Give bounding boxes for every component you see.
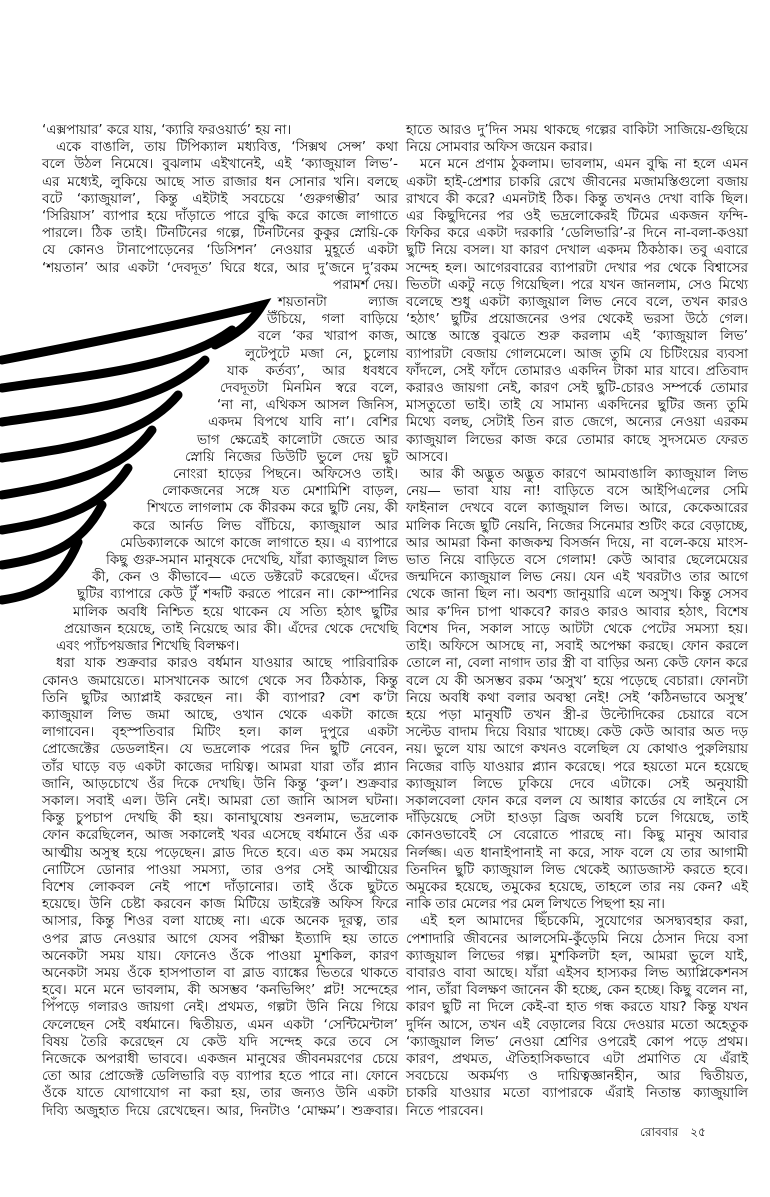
- text-line: তিনি ছুটির অ্যাপ্লাই করছেন না। কী ব্যাপার? বেশ ক’টা: [42, 690, 398, 706]
- text-line: ওপর ব্লাড নেওয়ার আগে যেসব পরীক্ষা ইত্যাদি হয় তাতে: [42, 931, 398, 947]
- text-line: হয়েছে। উনি চেষ্টা করবেন কাজ মিটিয়ে ডাইরেক্ট অফিস ফিরে: [42, 897, 398, 913]
- text-line: ‘সিরিয়াস’ ব্যাপার হয়ে দাঁড়াতে পারে বুদ্ধি করে কাজে লাগাতে: [42, 209, 398, 225]
- text-line: বিশেষ লোকবল নেই পাশে দাঁড়ানোর। তাই ওঁকে ছুটতে: [42, 879, 398, 895]
- text-line: সকালবেলা ফোন করে বলল যে আধার কার্ডের যে লাইনে সে: [406, 793, 748, 809]
- text-line: কারণ, প্রথমত, ঐতিহাসিকভাবে এটা প্রমাণিত যে এঁরাই: [406, 1051, 748, 1067]
- text-line: ‘শয়তান’ আর একটা ‘দেবদূত’ ঘিরে ধরে, আর দু’জনে দু’রকম: [42, 260, 398, 276]
- text-line: ক্যাজুয়াল লিভের কাজ করে তোমার কাছে সুদসমেত ফেরত: [406, 432, 748, 448]
- text-line: এই হল আমাদের ছিঁচকেমি, সুযোগের অসদ্ব্যবহার করা,: [420, 914, 748, 930]
- text-line: ছুটির ব্যাপারে কেউ টুঁ শব্দটি করতে পারেন না। কোম্পানির: [77, 587, 398, 603]
- text-line: লুটেপুটে মজা নে, চুলোয়: [245, 346, 398, 362]
- text-line: লোকজনের সঙ্গে যত মেশামিশি বাড়ল,: [162, 484, 398, 500]
- text-line: জানি, আড়চোখে ওঁর দিকে দেখছি। উনি কিন্তু ‘কুল’। শুক্রবার: [42, 776, 398, 792]
- text-line: অনেকটা সময় ওঁকে হাসপাতাল বা ব্লাড ব্যাঙ্কের ভিতরে থাকতে: [42, 965, 398, 981]
- text-line: দুর্দিন আসে, তখন এই বেড়ালের বিয়ে দেওয়ার মতো অহেতুক: [406, 1017, 748, 1033]
- text-line: নোটিসে ডোনার পাওয়া সমস্যা, তার ওপর সেই আত্মীয়ের: [42, 862, 398, 878]
- text-line: মনে মনে প্রণাম ঠুকলাম। ভাবলাম, এমন বুদ্ধি না হলে এমন: [420, 157, 748, 173]
- text-line: যে কোনও টানাপোড়েনের ‘ডিসিশন’ নেওয়ার মুহূর্তে একটা: [42, 243, 398, 259]
- text-line: মালিক অবধি নিশ্চিত হয়ে থাকেন যে সত্যি হঠাৎ ছুটির: [73, 604, 398, 620]
- text-line: সল্টেড বাদাম দিয়ে বিয়ার খাচ্ছে। কেউ কেউ আবার অত দড়: [406, 725, 748, 741]
- left-column: [42, 122, 398, 1120]
- text-line: ‘না না, এথিকস আসল জিনিস,: [217, 398, 398, 414]
- text-line: দেবদূতটা মিনমিন স্বরে বলে,: [220, 381, 398, 397]
- text-line: নোংরা হাড়ের পিছনে। অফিসেও তাই।: [173, 467, 398, 483]
- text-line: নয়। ভুলে যায় আগে কখনও বলেছিল যে কোথাও পুরুলিয়ায়: [406, 742, 748, 758]
- text-line: ওঁকে যাতে যোগাযোগ না করা হয়, তার জন্যও উনি একটা: [42, 1086, 398, 1102]
- text-line: পারলে। ঠিক তাই। টিনটিনের গল্পে, টিনটিনের কুকুর স্নোয়ি-কে: [42, 226, 398, 242]
- text-line: দাঁড়িয়েছে সেটা হাওড়া ব্রিজ অবধি চলে গিয়েছে, তাই: [406, 811, 748, 827]
- text-line: বলে ‘কর খারাপ কাজ,: [258, 329, 398, 345]
- text-line: হয়ে পড়া মানুষটি তখন স্ত্রী-র উল্টোদিকের চেয়ারে বসে: [406, 707, 748, 723]
- text-line: নিতে পারবেন।: [406, 1103, 484, 1119]
- text-line: কিন্তু চুপচাপ দেখছি কী হয়। কানাঘুষোয় শুনলাম, ভদ্রলোক: [42, 811, 398, 827]
- text-line: উঁচিয়ে, গলা বাড়িয়ে: [267, 312, 398, 328]
- text-line: জন্মদিনে ক্যাজুয়াল লিভ নেয়। যেন এই খবরটাও তার আগে: [406, 570, 748, 586]
- text-line: ক্যাজুয়াল লিভ জমা আছে, ওখান থেকে একটা কাজে: [42, 707, 398, 723]
- right-column: [406, 122, 748, 1120]
- text-line: শিখতে লাগলাম কে কীরকম করে ছুটি নেয়, কী: [147, 501, 398, 517]
- text-line: নির্লজ্জ। এত ধানাইপানাই না করে, সাফ বলে যে তার আগামী: [406, 845, 748, 861]
- text-line: তাঁর ঘাড়ে বড় একটা কাজের দায়িত্ব। আমরা যারা তাঁর প্ল্যান: [42, 759, 398, 775]
- text-line: পরামর্শ দেয়।: [332, 277, 398, 293]
- text-line: বলেছে শুধু একটা ক্যাজুয়াল লিভ নেবে বলে, তখন কারও: [406, 295, 748, 311]
- text-line: ধরা যাক শুক্রবার কারও বর্ধমান যাওয়ার আছে পারিবারিক: [56, 656, 398, 672]
- text-line: সবচেয়ে অকর্মণ্য ও দায়িত্বজ্ঞানহীন, আর দ্বিতীয়ত,: [406, 1069, 748, 1085]
- text-line: ‘ক্যাজুয়াল লিভ’ নেওয়া শ্রেণির ওপরেই কোপ পড়ে প্রথম।: [406, 1034, 748, 1050]
- text-line: তো আর প্রোজেক্ট ডেলিভারি বড় ব্যাপার হতে পারে না। ফোনে: [42, 1069, 398, 1085]
- text-line: নিজের বাড়ি যাওয়ার প্ল্যান করেছে। পরে হয়তো মনে হয়েছে: [406, 759, 748, 775]
- text-line: অমুকের হয়েছে, তমুকের হয়েছে, তাহলে তার নয় কেন? এই: [406, 879, 748, 895]
- text-line: আর কী অদ্ভুত অদ্ভুত কারণে আমবাঙালি ক্যাজুয়াল লিভ: [420, 467, 748, 483]
- text-line: করে আর্নড লিভ বাঁচিয়ে, ক্যাজুয়াল আর: [133, 518, 398, 534]
- text-line: একদম বিপথে যাবি না’। বেশির: [208, 415, 398, 431]
- text-line: নেয়— ভাবা যায় না! বাড়িতে বসে আইপিএলের সেমি: [406, 484, 748, 500]
- text-line: কোনও জমায়েতে। মাসখানেক আগে থেকে সব ঠিকঠাক, কিন্তু: [42, 673, 398, 689]
- text-line: আর ক’দিন চাপা থাকবে? কারও কারও আবার হঠাৎ, বিশেষ: [406, 604, 748, 620]
- text-line: বিশেষ দিন, সকাল সাড়ে আটটা থেকে পেটের সমস্যা হয়।: [406, 621, 748, 637]
- text-line: স্নোয়ি নিজের ডিউটি ভুলে দেয় ছুট: [185, 449, 398, 465]
- text-line: ক্যাজুয়াল লিভের গল্প। মুশকিলটা হল, আমরা ভুলে যাই,: [406, 948, 748, 964]
- text-line: কোনওভাবেই সে বেরোতে পারছে না। কিছু মানুষ আবার: [406, 828, 748, 844]
- text-line: নাকি তার মেলের পর মেল লিখতে পিছপা হয় না।: [406, 897, 665, 913]
- text-line: হবে। মনে মনে ভাবলাম, কী অসম্ভব ‘কনভিন্সিং’ প্লট! সন্দেহের: [42, 983, 398, 999]
- text-line: পেশাদারি জীবনের আলসেমি-কুঁড়েমি নিয়ে ঠেসান দিয়ে বসা: [406, 931, 748, 947]
- text-line: ‘হঠাৎ’ ছুটির প্রয়োজনের ওপর থেকেই ভরসা উঠে গেল।: [406, 312, 748, 328]
- text-line: মিথ্যে বলছ, সেটাই তিন রাত জেগে, অন্যের নেওয়া এরকম: [406, 415, 748, 431]
- text-line: একটা হাই-প্রেশার চাকরি রেখে জীবনের মজামস্তিগুলো বজায়: [406, 174, 748, 190]
- text-line: বিষয় তৈরি করেছেন যে কেউ যদি সন্দেহ করে তবে সে: [42, 1034, 398, 1050]
- text-line: ছুটি নিয়ে বসল। যা কারণ দেখাল একদম ঠিকঠাক। তবু এবারে: [406, 243, 748, 259]
- text-line: সকাল। সবাই এল। উনি নেই। আমরা তো জানি আসল ঘটনা।: [42, 793, 398, 809]
- page-footer: [640, 1124, 706, 1144]
- text-line: নিয়ে সোমবার অফিস জয়েন করার।: [406, 140, 593, 156]
- text-line: ক্যাজুয়াল লিভে ঢুকিয়ে দেবে এটাকে। সেই অনুযায়ী: [406, 776, 748, 792]
- text-line: তিনদিন ছুটি ক্যাজুয়াল লিভ থেকেই অ্যাডজাস্ট করতে হবে।: [406, 862, 748, 878]
- page-number: ২৫: [690, 1125, 706, 1139]
- text-line: ফাঁদলে, সেই ফাঁদে তোমারও একদিন টাকা মার যাবে। প্রতিবাদ: [406, 363, 748, 379]
- text-line: ‘এক্সপায়ার’ করে যায়, ‘ক্যারি ফরওয়ার্ড’ হয় না।: [42, 123, 292, 138]
- text-line: এবং প্যাঁচপয়জার শিখেছি বিলক্ষণ।: [56, 639, 240, 655]
- text-line: যাক কর্তব্য’, আর ধবধবে: [227, 363, 398, 379]
- text-line: লাগাবেন। বৃহস্পতিবার মিটিং হল। কাল দুপুরে একটা: [42, 725, 398, 741]
- text-line: বটে ‘ক্যাজুয়াল’, কিন্তু এইটাই সবচেয়ে ‘গুরুগম্ভীর’ আর: [42, 191, 398, 207]
- text-line: ভাগ ক্ষেত্রেই কালোটা জেতে আর: [197, 432, 398, 448]
- text-line: আত্মীয় অসুস্থ হয়ে পড়েছেন। ব্লাড দিতে হবে। এত কম সময়ের: [42, 845, 398, 861]
- text-line: ফেলেছেন সেই বর্ধমানে। দ্বিতীয়ত, এমন একটা ‘সেন্টিমেন্টাল’: [42, 1017, 398, 1033]
- text-line: তোলে না, বেলা নাগাদ তার স্ত্রী বা বাড়ির অন্য কেউ ফোন করে: [406, 656, 748, 672]
- text-line: নিজেকে অপরাধী ভাববে। একজন মানুষের জীবনমরণের চেয়ে: [42, 1051, 398, 1067]
- text-line: ফোন করেছিলেন, আজ সকালেই খবর এসেছে বর্ধমানে ওঁর এক: [42, 828, 398, 844]
- text-line: আর আমরা কিনা কাজকম্ম বিসর্জন দিয়ে, না বলে-কয়ে মাংস-: [406, 535, 748, 551]
- text-line: ফিকির করে একটা দরকারি ‘ডেলিভারি’-র দিনে না-বলা-কওয়া: [406, 226, 748, 242]
- text-line: মেডিক্যালকে আগে কাজে লাগাতে হয়। এ ব্যাপারে: [120, 535, 398, 551]
- text-line: বলে উঠল নিমেষে। বুঝলাম এইখানেই, এই ‘ক্যাজুয়াল লিভ’-: [42, 157, 398, 173]
- text-line: মালিক নিজে ছুটি নেয়নি, নিজের সিনেমার শুটিং করে বেড়াচ্ছে,: [406, 518, 748, 534]
- text-line: প্রয়োজন হয়েছে, তাই নিয়েছে আর কী। এঁদের থেকে দেখেছি: [64, 621, 398, 637]
- text-line: সন্দেহ হল। আগেরবারের ব্যাপারটা দেখার পর থেকে বিশ্বাসের: [406, 260, 748, 276]
- text-line: চাকরি যাওয়ার মতো ব্যাপারকে এঁরাই নিতান্ত ক্যাজুয়ালি: [406, 1086, 748, 1102]
- text-line: কিছু গুরু-সমান মানুষকে দেখেছি, যাঁরা ক্যাজুয়াল লিভ: [106, 553, 398, 569]
- magazine-name: রোববার: [640, 1125, 679, 1139]
- text-line: প্রোজেক্টের ডেডলাইন। যে ভদ্রলোক পরের দিন ছুটি নেবেন,: [42, 742, 398, 758]
- text-line: হাতে আরও দু’দিন সময় থাকছে গল্পের বাকিটা সাজিয়ে-গুছিয়ে: [406, 123, 748, 138]
- text-line: আস্তে আস্তে বুঝতে শুরু করলাম এই ‘ক্যাজুয়াল লিভ’: [406, 329, 748, 345]
- text-line: এর কিছুদিনের পর ওই ভদ্রলোকেরই টিমের একজন ফন্দি-: [406, 209, 748, 225]
- text-line: মাসতুতো ভাই। তাই যে সামান্য একদিনের ছুটির জন্য তুমি: [406, 398, 748, 414]
- text-line: তাই। অফিসে আসছে না, সবাই অপেক্ষা করছে। ফোন করলে: [406, 639, 748, 655]
- text-line: কী, কেন ও কীভাবে— এতে ডক্টরেট করেছেন। এঁদের: [92, 570, 398, 586]
- text-line: ভাত নিয়ে বাড়িতে বসে গেলাম! কেউ আবার ছেলেমেয়ের: [406, 553, 748, 569]
- text-line: পিঁপড়ে গলারও জায়গা নেই। প্রথমত, গল্পটা উনি নিয়ে গিয়ে: [42, 1000, 398, 1016]
- text-line: কারণ ছুটি না দিলে কেই-বা হাত গন্ধ করতে যায়? কিন্তু যখন: [406, 1000, 748, 1016]
- text-line: পান, তাঁরা বিলক্ষণ জানেন কী হচ্ছে, কেন হচ্ছে। কিছু বলেন না,: [406, 983, 748, 999]
- text-line: আসবে।: [406, 449, 449, 465]
- text-line: থেকে জানা ছিল না। অবশ্য জানুয়ারি এলে অসুখ। কিন্তু সেসব: [406, 587, 748, 603]
- text-line: বলে যে কী অসম্ভব রকম ‘অসুখ’ হয়ে পড়েছে বেচারা। ফোনটা: [406, 673, 748, 689]
- text-line: করারও জায়গা নেই, কারণ সেই ছুটি-চোরও সম্পর্কে তোমার: [406, 381, 748, 397]
- text-line: এর মধ্যেই, লুকিয়ে আছে সাত রাজার ধন সোনার খনি। বলছে: [42, 174, 398, 190]
- text-line: শয়তানটা ল্যাজ: [278, 295, 398, 311]
- text-line: ব্যাপারটা বেজায় গোলমেলে। আজ তুমি যে চিটিংয়ের ব্যবসা: [406, 346, 748, 362]
- text-line: দিব্যি অজুহাত দিয়ে রেখেছেন। আর, দিনটাও ‘মোক্ষম’। শুক্রবার।: [42, 1103, 398, 1119]
- text-line: আসার, কিন্তু শিওর বলা যাচ্ছে না। একে অনেক দূরত্ব, তার: [42, 914, 398, 930]
- text-line: বাবারও বাবা আছে। যাঁরা এইসব হাস্যকর লিভ অ্যাপ্লিকেশনস: [406, 965, 748, 981]
- text-line: ভিতটা একটু নড়ে গিয়েছিল। পরে যখন জানলাম, সেও মিথ্যে: [406, 277, 748, 293]
- text-line: রাখবে কী করে? এমনটাই ঠিক। কিন্তু তখনও দেখা বাকি ছিল।: [406, 191, 748, 207]
- text-line: একে বাঙালি, তায় টিপিক্যাল মধ্যবিত্ত, ‘সিক্সথ সেন্স’ কথা: [56, 140, 398, 156]
- text-line: অনেকটা সময় যায়। ফোনেও ওঁকে পাওয়া মুশকিল, কারণ: [42, 948, 398, 964]
- text-line: ফাইনাল দেখবে বলে ক্যাজুয়াল লিভ। আরে, কেকেআরের: [406, 501, 748, 517]
- text-line: নিয়ে অবধি কথা বলার অবস্থা নেই! সেই ‘কঠিনভাবে অসুস্থ’: [406, 690, 748, 706]
